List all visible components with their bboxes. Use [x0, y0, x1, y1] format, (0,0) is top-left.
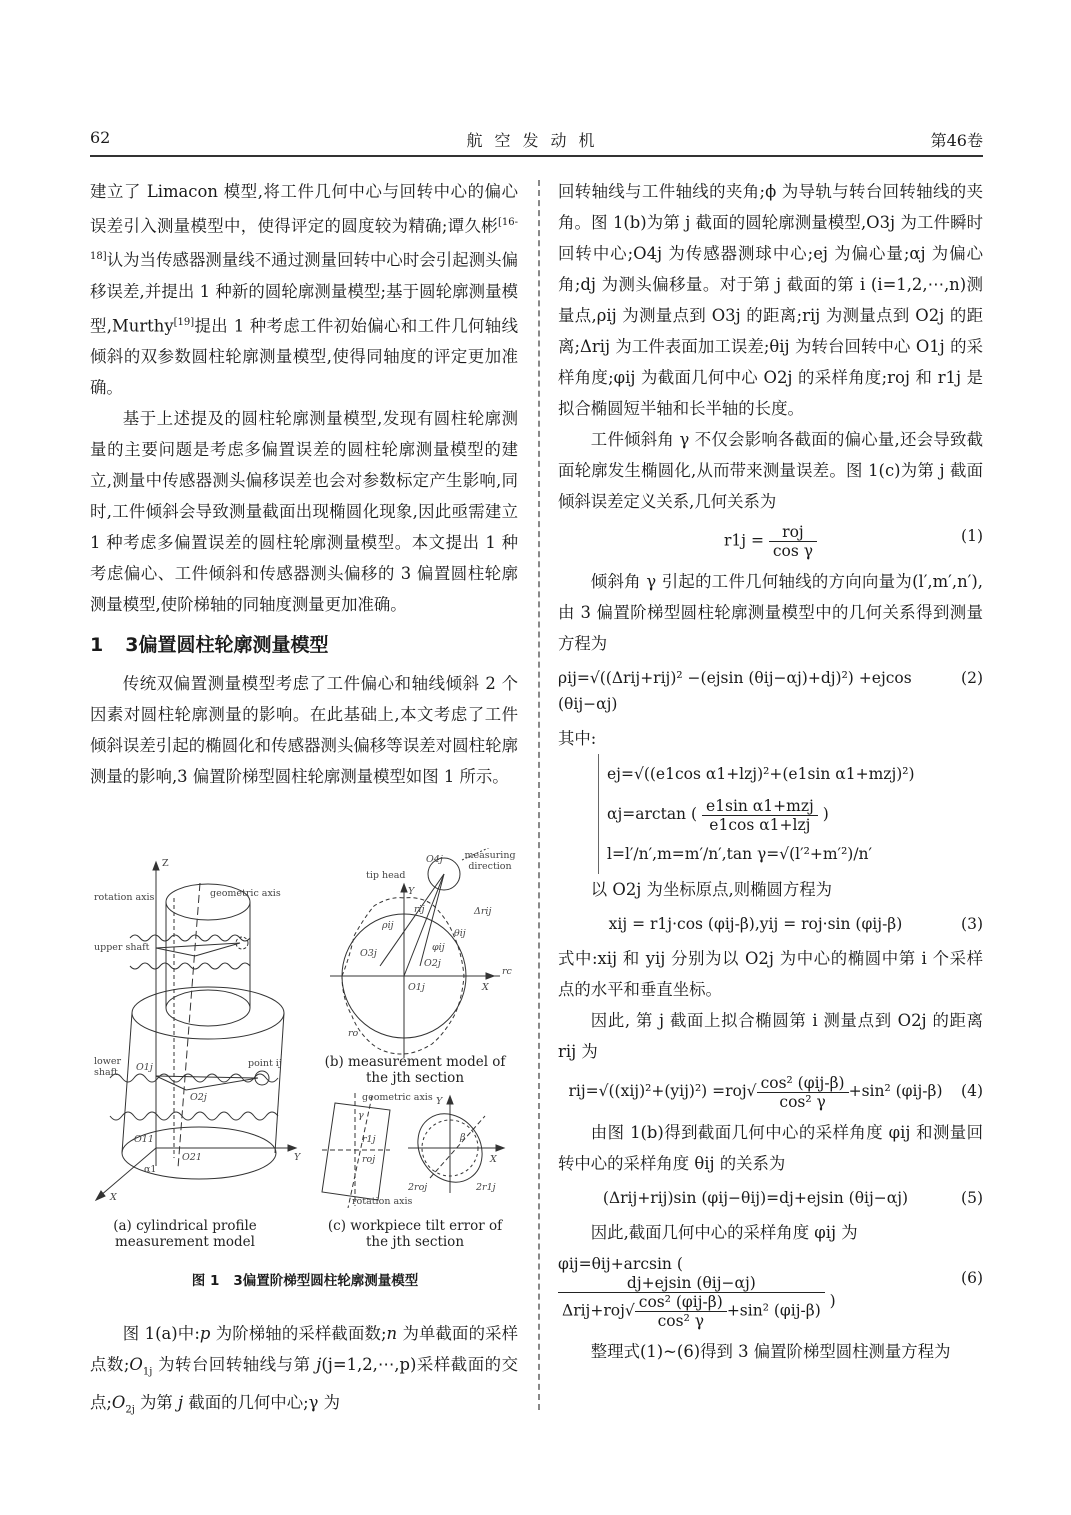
label-z: Z — [162, 858, 169, 869]
paragraph-intro: 建立了 Limacon 模型,将工件几何中心与回转中心的偏心误差引入测量模型中，使得评定的圆度较为精确;谭久彬[16-18]认为当传感器测量线不通过测量回转中心时会引起测头偏移误差,并提出 1 种新的圆轮廓测量模型;基于圆轮廓测量模型,Murthy[19]提出 1 种考虑工件初始偏心和工件几何轴线倾斜的双参数圆柱轮廓测量模型,使得同轴度的评定更加准确。 — [90, 182, 518, 398]
label-x-a: X — [110, 1192, 117, 1203]
figure-1 — [90, 848, 520, 1208]
label-ro: ro — [348, 1028, 359, 1039]
equation-2: ρij=√((Δrij+rij)² −(ejsin (θij−αj)+dj)²) +ejcos (θij−αj) (2) — [558, 665, 983, 717]
label-o2j-b: O2j — [424, 958, 441, 969]
label-o1j-b: O1j — [408, 982, 425, 993]
paragraph-motivation: 基于上述提及的圆柱轮廓测量模型,发现有圆柱轮廓测量的主要问题是考虑多偏置误差的圆柱轮廓测量模型的建立,测量中传感器测头偏移误差也会对参数标定产生影响,同时,工件倾斜会导致测量截面出现椭圆化现象,因此亟需建立 1 种考虑多偏置误差的圆柱轮廓测量模型。本文提出 1 种考虑偏心、工件倾斜和传感器测头偏移的 3 偏置圆柱轮廓测量模型,使阶梯轴的同轴度测量更加准确。 — [90, 409, 518, 615]
label-y-b: Y — [408, 886, 415, 897]
label-theta: θij — [454, 928, 466, 939]
label-y-a: Y — [294, 1152, 301, 1163]
paragraph-ellipse: 以 O2j 为坐标原点,则椭圆方程为 — [590, 880, 833, 899]
label-upper-shaft: upper shaft — [94, 942, 150, 953]
header-rule — [90, 155, 983, 157]
page-number: 62 — [90, 128, 111, 147]
where-label: 其中: — [558, 729, 597, 748]
equation-number: (4) — [961, 1082, 983, 1100]
figure-title-text: 3偏置阶梯型圆柱轮廓测量模型 — [233, 1273, 419, 1289]
section-number: 1 — [90, 634, 104, 657]
paragraph-tilt: 工件倾斜角 γ 不仅会影响各截面的偏心量,还会导致截面轮廓发生椭圆化,从而带来测量误差。图 1(c)为第 j 截面倾斜误差定义关系,几何关系为 — [558, 430, 983, 511]
paragraph-fig-notes: 图 1(a)中:p 为阶梯轴的采样截面数;n 为单截面的采样点数$;O_{1j}$ 为转台回转轴线与第 j(j=1,2,⋯,p)采样截面的交点$;O_{2j}$ 为第 j 截面的几何中心;γ 为 — [90, 1324, 519, 1416]
label-o21: O21 — [182, 1152, 202, 1163]
label-measuring-direction: measuring direction — [464, 850, 516, 872]
citation: [19] — [173, 316, 195, 328]
label-2r1j: 2r1j — [476, 1182, 496, 1193]
equation-number: (1) — [961, 527, 983, 545]
equation-number: (6) — [961, 1268, 983, 1287]
label-phi: φij — [432, 942, 445, 953]
equation-4: rij=√((xij)²+(yij)²) =roj√ $\frac{\text{cos² (φij-β)}}{\text{cos² γ}}$ +sin² (φij-β) (4) — [568, 1073, 983, 1111]
paragraph-coords: 式中:xij 和 yij 分别为以 O2j 为中心的椭圆中第 i 个采样点的水平和垂直坐标。 — [558, 949, 983, 999]
equation-system: ej=√((e1cos α1+lzj)²+(e1sin α1+mzj)²) αj=arctan ( $\frac{\text{e1sin α1+mzj}}{\text{e1cos α1+lzj}}$ ) l=l′/n′,m=m′/n′,tan γ=√(l′²+m′²)/n′ — [598, 754, 983, 874]
label-rc: rc — [502, 966, 512, 977]
label-2roj: 2roj — [408, 1182, 428, 1193]
equation-number: (3) — [961, 915, 983, 933]
label-geometric-axis-c: geometric axis — [362, 1092, 433, 1103]
left-column-bottom — [90, 1318, 518, 1426]
label-roj-c: roj — [362, 1154, 376, 1165]
figure-1-drawing — [90, 848, 520, 1208]
label-tip-head: tip head — [366, 870, 406, 881]
citation: [16-18] — [90, 217, 518, 263]
label-y-c: Y — [436, 1096, 443, 1107]
label-rij: rij — [414, 904, 425, 915]
paragraph-summary: 整理式(1)~(6)得到 3 偏置阶梯型圆柱测量方程为 — [590, 1341, 951, 1361]
subfigure-b-drawing — [330, 848, 510, 1058]
label-beta: β — [460, 1132, 466, 1143]
label-rotation-axis: rotation axis — [94, 892, 155, 903]
label-delta-r: Δrij — [474, 906, 492, 917]
paragraph-definitions: 回转轴线与工件轴线的夹角;ϕ 为导轨与转台回转轴线的夹角。图 1(b)为第 j 截面的圆轮廓测量模型,O3j 为工件瞬时回转中心;O4j 为传感器测球中心;ej 为偏心量;αj 为偏心角;dj 为测头偏移量。对于第 j 截面的第 i (i=1,2,⋯,n)测量点,ρij 为测量点到 O3j 的距离;rij 为测量点到 O2j 的距离;Δrij 为工件表面加工误差;θij 为转台回转中心 O1j 的采样角度;φij 为截面几何中心 O2j 的采样角度;roj 和 r1j 是拟合椭圆短半轴和长半轴的长度。 — [558, 182, 983, 418]
paragraph-distance: 因此, 第 j 截面上拟合椭圆第 i 测量点到 O2j 的距离 rij 为 — [558, 1011, 983, 1061]
section-title: 3偏置圆柱轮廓测量模型 — [125, 634, 329, 657]
label-gamma: γ — [358, 1110, 364, 1121]
label-point-ij: point ij — [248, 1058, 282, 1069]
equation-number: (5) — [961, 1188, 983, 1207]
label-x-c: X — [490, 1154, 497, 1165]
label-rotation-axis-c: rotation axis — [352, 1196, 413, 1207]
equation-6: φij=θij+arcsin ( dj+ejsin (θij−αj) Δrij+roj√ $\frac{\text{cos² (φij-β)}}{\text{cos² γ}}$ +sin² (φij-β) ) (6) — [558, 1254, 983, 1330]
left-column — [90, 176, 518, 792]
volume-label: 第46卷 — [930, 131, 983, 150]
equation-5: (Δrij+rij)sin (φij−θij)=dj+ejsin (θij−αj) (5) — [558, 1185, 983, 1211]
tilted-rectangle — [322, 1103, 390, 1200]
equation-1: r1j = $\frac{\text{roj}}{\text{cos γ}}$ (1) — [723, 523, 983, 560]
label-lower-shaft: lower shaft — [94, 1056, 122, 1078]
label-x-b: X — [482, 982, 489, 993]
column-divider — [538, 180, 540, 1410]
running-header — [90, 126, 983, 154]
label-geometric-axis: geometric axis — [210, 888, 281, 899]
section-heading — [90, 630, 518, 660]
caption-c: (c) workpiece tilt error of the jth section — [327, 1218, 503, 1250]
paragraph-direction: 倾斜角 γ 引起的工件几何轴线的方向向量为(l′,m′,n′),由 3 偏置阶梯型圆柱轮廓测量模型中的几何关系得到测量方程为 — [558, 572, 983, 653]
caption-a: (a) cylindrical profile measurement model — [113, 1218, 257, 1250]
subfigure-a-drawing — [96, 862, 296, 1200]
paragraph-phi: 因此,截面几何中心的采样角度 φij 为 — [590, 1222, 858, 1242]
label-o11: O11 — [134, 1134, 154, 1145]
label-alpha1: α1 — [144, 1164, 157, 1175]
figure-title — [90, 1272, 520, 1290]
label-r1j-c: r1j — [362, 1134, 376, 1145]
right-column — [558, 176, 983, 1367]
label-o2j: O2j — [190, 1092, 207, 1103]
label-o3j: O3j — [360, 948, 377, 959]
paragraph-angles: 由图 1(b)得到截面几何中心的采样角度 φij 和测量回转中心的采样角度 θij 的关系为 — [558, 1122, 983, 1173]
lower-shaft-top — [132, 987, 284, 1039]
caption-b: (b) measurement model of the jth section — [324, 1054, 506, 1086]
equation-number: (2) — [961, 669, 983, 687]
journal-title: 航空发动机 — [466, 131, 607, 150]
figure-number: 图 1 — [191, 1273, 220, 1289]
label-rho: ρij — [382, 920, 394, 931]
label-o1j: O1j — [136, 1062, 153, 1073]
paragraph-model: 传统双偏置测量模型考虑了工件偏心和轴线倾斜 2 个因素对圆柱轮廓测量的影响。在此基础上,本文考虑了工件倾斜误差引起的椭圆化和传感器测头偏移等误差对圆柱轮廓测量的影响,3 偏置阶梯型圆柱轮廓测量模型如图 1 所示。 — [90, 674, 518, 787]
label-o4j: O4j — [426, 854, 443, 865]
equation-3: xij = r1j·cos (φij-β),yij = roj·sin (φij-β) (3) — [558, 911, 983, 937]
